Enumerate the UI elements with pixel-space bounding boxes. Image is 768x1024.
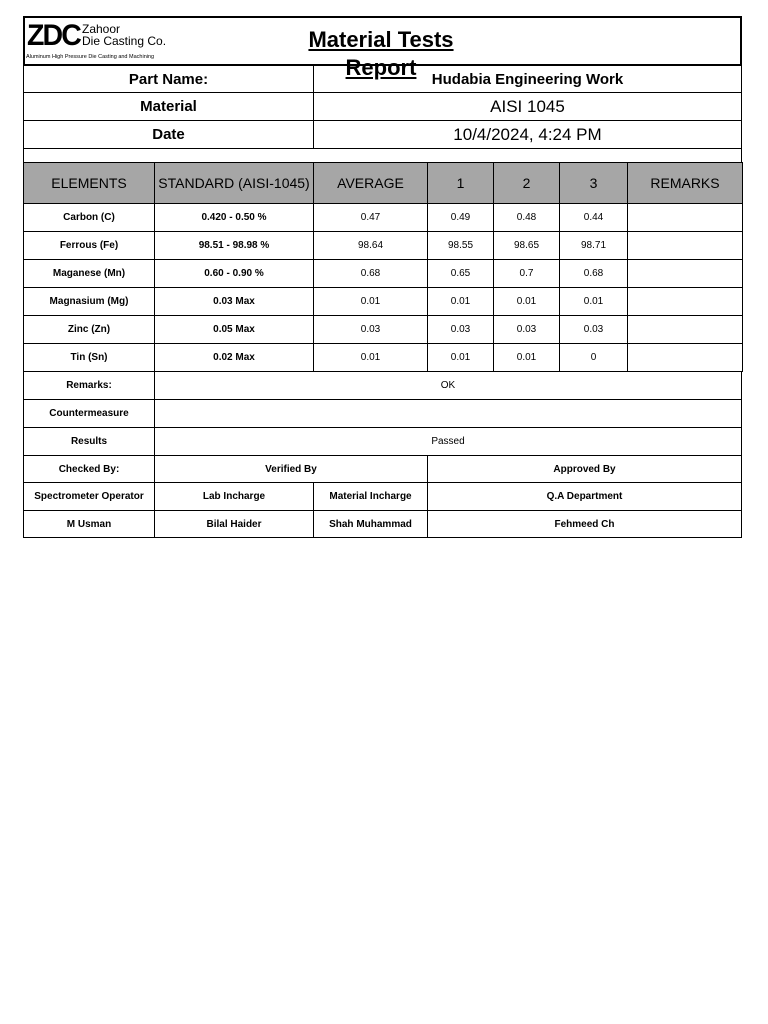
approved-by-label: Approved By [427,455,742,483]
header-reading-1: 1 [427,162,494,204]
table-cell-reading-1: 98.55 [427,231,494,260]
table-cell-reading-3: 0.01 [559,287,628,316]
table-cell-reading-3: 98.71 [559,231,628,260]
table-cell-standard: 0.03 Max [154,287,314,316]
spacer-row [23,148,742,163]
table-cell-reading-3: 0 [559,343,628,372]
role-qa-department: Q.A Department [427,482,742,511]
table-cell-standard: 0.60 - 0.90 % [154,259,314,288]
table-cell-elements: Ferrous (Fe) [23,231,155,260]
logo-tagline: Aluminum High Pressure Die Casting and Machining [26,54,155,60]
remarks-value: OK [154,371,742,400]
table-cell-reading-2: 0.03 [493,315,560,344]
table-cell-average: 98.64 [313,231,428,260]
countermeasure-label: Countermeasure [23,399,155,428]
table-cell-reading-2: 0.48 [493,203,560,232]
company-logo [25,20,173,62]
material-value: AISI 1045 [313,92,742,121]
table-cell-reading-1: 0.65 [427,259,494,288]
table-cell-reading-1: 0.03 [427,315,494,344]
role-material-incharge: Material Incharge [313,482,428,511]
name-material-incharge: Shah Muhammad [313,510,428,538]
table-cell-standard: 98.51 - 98.98 % [154,231,314,260]
table-cell-elements: Maganese (Mn) [23,259,155,288]
checked-by-label: Checked By: [23,455,155,483]
table-cell-standard: 0.420 - 0.50 % [154,203,314,232]
table-cell-reading-2: 0.01 [493,287,560,316]
header-remarks: REMARKS [627,162,743,204]
header-standard: STANDARD (AISI-1045) [154,162,314,204]
table-cell-average: 0.01 [313,287,428,316]
part-name-label: Part Name: [23,65,314,93]
date-label: Date [23,120,314,149]
table-cell-elements: Tin (Sn) [23,343,155,372]
name-lab-incharge: Bilal Haider [154,510,314,538]
results-value: Passed [154,427,742,456]
logo-name-line2: Die Casting Co. [82,34,167,48]
verified-by-label: Verified By [154,455,428,483]
table-cell-reading-2: 0.7 [493,259,560,288]
table-cell-standard: 0.05 Max [154,315,314,344]
remarks-label: Remarks: [23,371,155,400]
header-reading-2: 2 [493,162,560,204]
results-label: Results [23,427,155,456]
logo-mark: ZDC [27,19,80,52]
report-sheet [23,16,742,538]
countermeasure-value [154,399,742,428]
table-cell-reading-2: 0.01 [493,343,560,372]
name-operator: M Usman [23,510,155,538]
table-cell-reading-1: 0.01 [427,287,494,316]
date-value: 10/4/2024, 4:24 PM [313,120,742,149]
table-cell-standard: 0.02 Max [154,343,314,372]
table-cell-remarks [627,287,743,316]
table-cell-remarks [627,315,743,344]
table-cell-reading-3: 0.68 [559,259,628,288]
table-cell-remarks [627,343,743,372]
material-label: Material [23,92,314,121]
table-cell-reading-1: 0.01 [427,343,494,372]
header-average: AVERAGE [313,162,428,204]
header-elements: ELEMENTS [23,162,155,204]
header-reading-3: 3 [559,162,628,204]
table-cell-remarks [627,231,743,260]
page-title: Material Tests Report [308,27,454,80]
table-cell-remarks [627,203,743,232]
table-cell-average: 0.01 [313,343,428,372]
role-lab-incharge: Lab Incharge [154,482,314,511]
logo-name [82,23,166,47]
table-cell-average: 0.03 [313,315,428,344]
table-cell-average: 0.47 [313,203,428,232]
table-cell-remarks [627,259,743,288]
table-cell-reading-3: 0.44 [559,203,628,232]
logo-name-line1: Zahoor [82,22,121,36]
role-spectrometer-operator: Spectrometer Operator [23,482,155,511]
table-cell-elements: Magnasium (Mg) [23,287,155,316]
table-cell-reading-3: 0.03 [559,315,628,344]
name-qa-department: Fehmeed Ch [427,510,742,538]
table-cell-elements: Carbon (C) [23,203,155,232]
table-cell-reading-1: 0.49 [427,203,494,232]
table-cell-reading-2: 98.65 [493,231,560,260]
table-cell-elements: Zinc (Zn) [23,315,155,344]
part-name-value: Hudabia Engineering Work [313,65,742,93]
table-cell-average: 0.68 [313,259,428,288]
